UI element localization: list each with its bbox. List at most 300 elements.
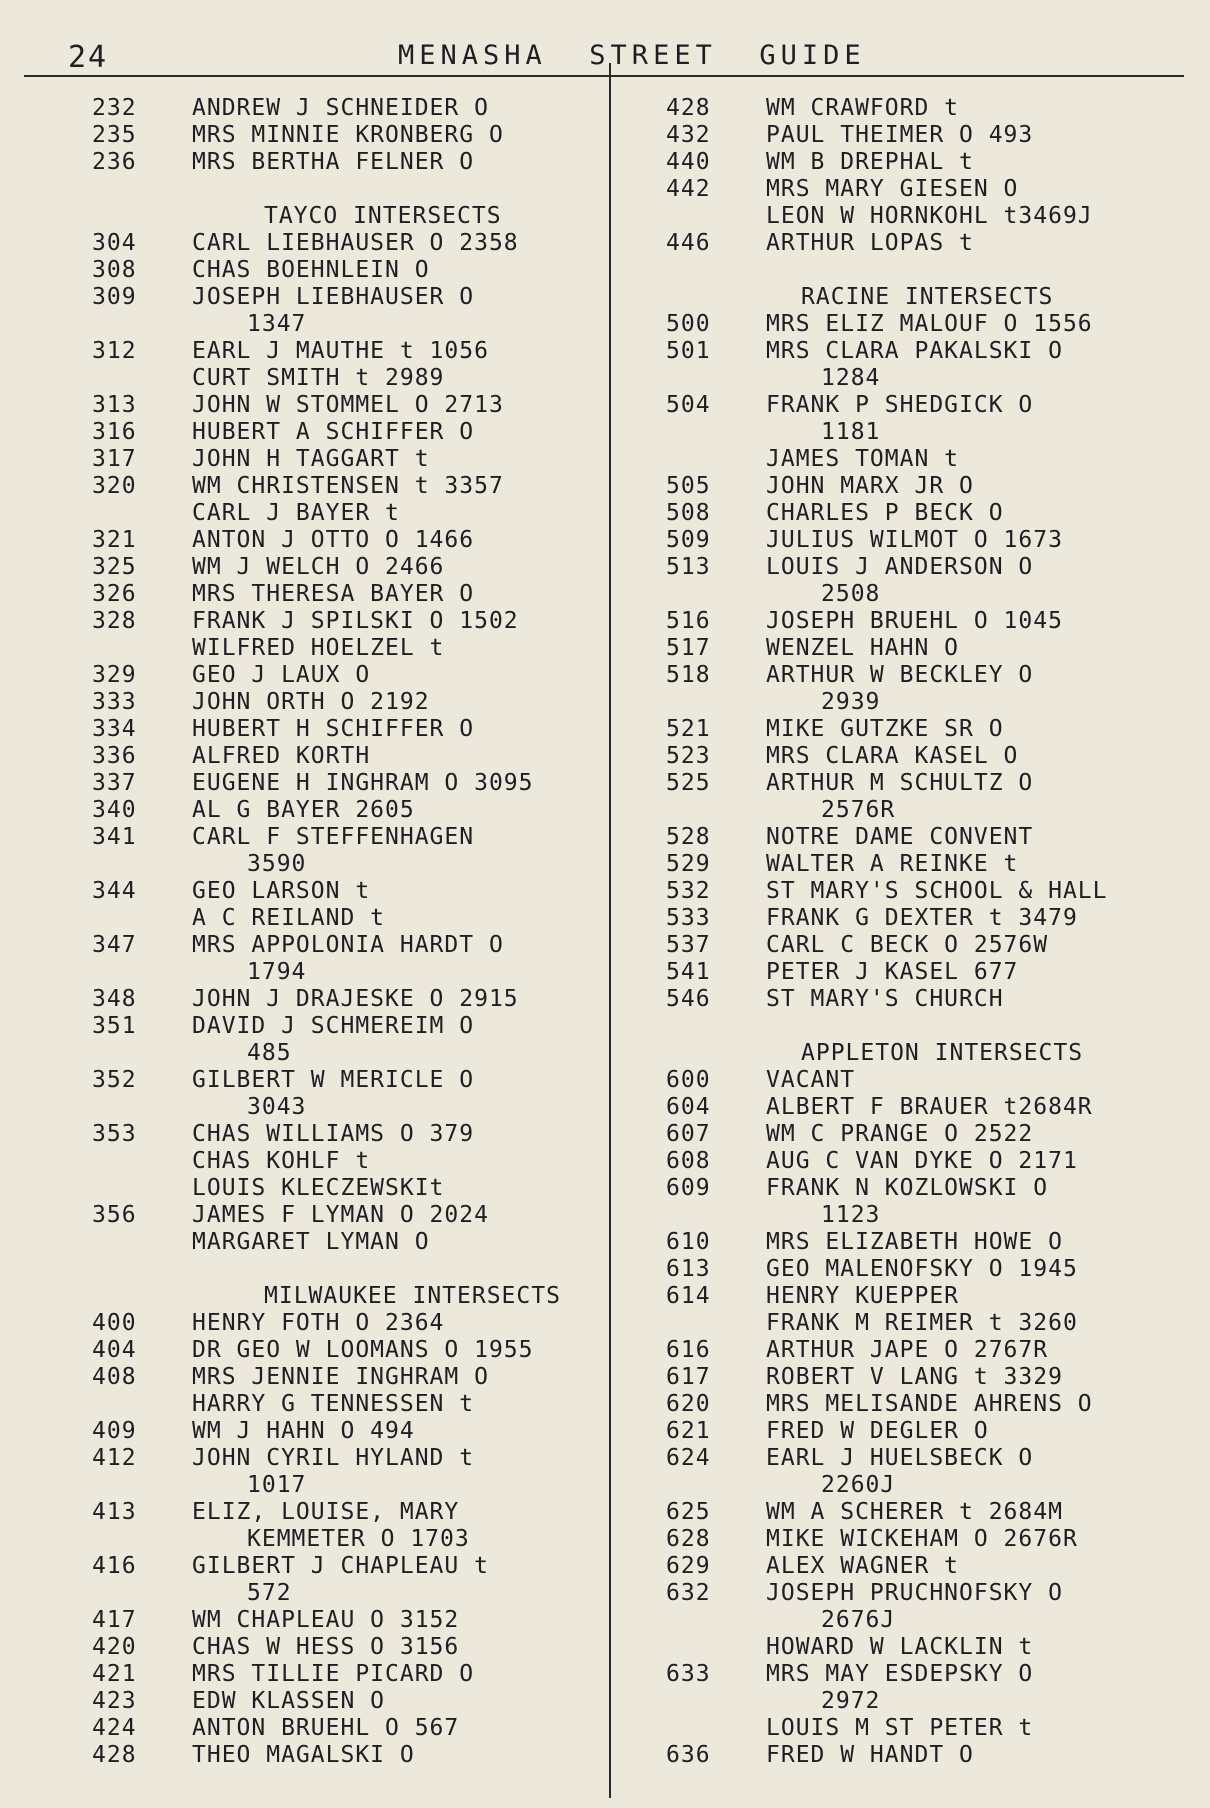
directory-entry bbox=[92, 230, 672, 257]
resident-text: ST MARY'S SCHOOL & HALL bbox=[766, 878, 1108, 904]
resident-text: FRED W DEGLER O bbox=[766, 1418, 989, 1444]
house-number: 607 bbox=[666, 1121, 711, 1147]
heading-text: MILWAUKEE INTERSECTS bbox=[264, 1283, 561, 1309]
house-number: 625 bbox=[666, 1499, 711, 1525]
resident-text: WM A SCHERER t 2684M bbox=[766, 1499, 1063, 1525]
resident-text: ALFRED KORTH bbox=[192, 743, 371, 769]
intersection-heading bbox=[666, 284, 1186, 311]
resident-text: WENZEL HAHN O bbox=[766, 635, 960, 661]
house-number: 423 bbox=[92, 1688, 137, 1714]
directory-entry bbox=[666, 1094, 1186, 1121]
house-number: 400 bbox=[92, 1310, 137, 1336]
house-number: 517 bbox=[666, 635, 711, 661]
house-number: 351 bbox=[92, 1013, 137, 1039]
house-number: 420 bbox=[92, 1634, 137, 1660]
directory-entry bbox=[666, 1175, 1186, 1202]
directory-entry bbox=[92, 743, 672, 770]
directory-entry bbox=[92, 365, 672, 392]
house-number: 518 bbox=[666, 662, 711, 688]
resident-text: FRED W HANDT O bbox=[766, 1742, 974, 1768]
directory-entry bbox=[666, 770, 1186, 797]
directory-entry bbox=[666, 1337, 1186, 1364]
resident-text: ANTON J OTTO O 1466 bbox=[192, 527, 475, 553]
directory-entry bbox=[92, 1418, 672, 1445]
house-number: 528 bbox=[666, 824, 711, 850]
directory-entry bbox=[92, 851, 672, 878]
resident-text: CARL LIEBHAUSER O 2358 bbox=[192, 230, 519, 256]
house-number: 308 bbox=[92, 257, 137, 283]
house-number: 617 bbox=[666, 1364, 711, 1390]
directory-entry bbox=[666, 257, 1186, 284]
resident-text: CHARLES P BECK O bbox=[766, 500, 1004, 526]
house-number: 632 bbox=[666, 1580, 711, 1606]
directory-entry bbox=[92, 581, 672, 608]
directory-entry bbox=[92, 662, 672, 689]
resident-text: WM J WELCH O 2466 bbox=[192, 554, 445, 580]
resident-text: MARGARET LYMAN O bbox=[192, 1229, 430, 1255]
directory-entry bbox=[666, 1364, 1186, 1391]
house-number: 348 bbox=[92, 986, 137, 1012]
house-number: 546 bbox=[666, 986, 711, 1012]
house-number: 446 bbox=[666, 230, 711, 256]
directory-entry bbox=[92, 1067, 672, 1094]
resident-text: MRS THERESA BAYER O bbox=[192, 581, 475, 607]
resident-text: MRS ELIZABETH HOWE O bbox=[766, 1229, 1063, 1255]
house-number: 421 bbox=[92, 1661, 137, 1687]
house-number: 533 bbox=[666, 905, 711, 931]
resident-text: JOSEPH BRUEHL O 1045 bbox=[766, 608, 1063, 634]
directory-entry bbox=[666, 905, 1186, 932]
house-number: 428 bbox=[92, 1742, 137, 1768]
house-number: 629 bbox=[666, 1553, 711, 1579]
house-number: 424 bbox=[92, 1715, 137, 1741]
directory-entry bbox=[92, 1472, 672, 1499]
resident-text: VACANT bbox=[766, 1067, 856, 1093]
directory-entry bbox=[666, 203, 1186, 230]
directory-entry bbox=[92, 635, 672, 662]
resident-text: PETER J KASEL 677 bbox=[766, 959, 1019, 985]
resident-text: JOHN H TAGGART t bbox=[192, 446, 430, 472]
directory-entry bbox=[92, 986, 672, 1013]
house-number: 614 bbox=[666, 1283, 711, 1309]
resident-text: MRS CLARA PAKALSKI O bbox=[766, 338, 1063, 364]
house-number: 409 bbox=[92, 1418, 137, 1444]
directory-entry bbox=[92, 419, 672, 446]
resident-text: AUG C VAN DYKE O 2171 bbox=[766, 1148, 1078, 1174]
house-number: 333 bbox=[92, 689, 137, 715]
directory-entry bbox=[92, 1013, 672, 1040]
directory-entry bbox=[666, 932, 1186, 959]
resident-text: GEO LARSON t bbox=[192, 878, 371, 904]
intersection-heading bbox=[92, 1283, 672, 1310]
resident-text: PAUL THEIMER O 493 bbox=[766, 122, 1034, 148]
intersection-heading bbox=[92, 203, 672, 230]
resident-text: MRS APPOLONIA HARDT O bbox=[192, 932, 504, 958]
directory-entry bbox=[666, 1580, 1186, 1607]
directory-entry bbox=[666, 1310, 1186, 1337]
directory-entry bbox=[666, 1229, 1186, 1256]
directory-entry bbox=[666, 1472, 1186, 1499]
resident-text: WM J HAHN O 494 bbox=[192, 1418, 415, 1444]
house-number: 356 bbox=[92, 1202, 137, 1228]
resident-text: 485 bbox=[247, 1040, 292, 1066]
directory-entry bbox=[666, 1661, 1186, 1688]
house-number: 408 bbox=[92, 1364, 137, 1390]
resident-text: 2939 bbox=[821, 689, 881, 715]
directory-entry bbox=[92, 1040, 672, 1067]
directory-entry bbox=[92, 1715, 672, 1742]
resident-text: JULIUS WILMOT O 1673 bbox=[766, 527, 1063, 553]
directory-entry bbox=[92, 1553, 672, 1580]
resident-text: 1181 bbox=[821, 419, 881, 445]
resident-text: NOTRE DAME CONVENT bbox=[766, 824, 1034, 850]
house-number: 513 bbox=[666, 554, 711, 580]
house-number: 541 bbox=[666, 959, 711, 985]
directory-entry bbox=[666, 797, 1186, 824]
directory-entry bbox=[92, 176, 672, 203]
directory-entry bbox=[666, 986, 1186, 1013]
resident-text: MRS MINNIE KRONBERG O bbox=[192, 122, 504, 148]
directory-entry bbox=[666, 1526, 1186, 1553]
resident-text: FRANK J SPILSKI O 1502 bbox=[192, 608, 519, 634]
resident-text: JOHN J DRAJESKE O 2915 bbox=[192, 986, 519, 1012]
resident-text: GILBERT J CHAPLEAU t bbox=[192, 1553, 489, 1579]
resident-text: MRS CLARA KASEL O bbox=[766, 743, 1019, 769]
house-number: 236 bbox=[92, 149, 137, 175]
directory-entry bbox=[666, 1148, 1186, 1175]
directory-entry bbox=[666, 527, 1186, 554]
house-number: 521 bbox=[666, 716, 711, 742]
directory-entry bbox=[666, 959, 1186, 986]
house-number: 628 bbox=[666, 1526, 711, 1552]
resident-text: 1017 bbox=[247, 1472, 307, 1498]
house-number: 328 bbox=[92, 608, 137, 634]
directory-entry bbox=[92, 1229, 672, 1256]
resident-text: CHAS KOHLF t bbox=[192, 1148, 371, 1174]
directory-entry bbox=[666, 446, 1186, 473]
resident-text: WILFRED HOELZEL t bbox=[192, 635, 445, 661]
house-number: 404 bbox=[92, 1337, 137, 1363]
house-number: 610 bbox=[666, 1229, 711, 1255]
resident-text: CHAS WILLIAMS O 379 bbox=[192, 1121, 475, 1147]
resident-text: JOSEPH LIEBHAUSER O bbox=[192, 284, 475, 310]
directory-entry bbox=[92, 1364, 672, 1391]
heading-text: APPLETON INTERSECTS bbox=[801, 1040, 1084, 1066]
house-number: 620 bbox=[666, 1391, 711, 1417]
house-number: 523 bbox=[666, 743, 711, 769]
house-number: 417 bbox=[92, 1607, 137, 1633]
resident-text: MRS TILLIE PICARD O bbox=[192, 1661, 475, 1687]
house-number: 501 bbox=[666, 338, 711, 364]
resident-text: HARRY G TENNESSEN t bbox=[192, 1391, 475, 1417]
directory-entry bbox=[92, 392, 672, 419]
resident-text: FRANK N KOZLOWSKI O bbox=[766, 1175, 1049, 1201]
resident-text: WM CHRISTENSEN t 3357 bbox=[192, 473, 504, 499]
directory-entry bbox=[92, 905, 672, 932]
directory-entry bbox=[92, 1688, 672, 1715]
resident-text: ANDREW J SCHNEIDER O bbox=[192, 95, 489, 121]
directory-entry bbox=[666, 662, 1186, 689]
directory-entry bbox=[92, 959, 672, 986]
house-number: 440 bbox=[666, 149, 711, 175]
resident-text: DAVID J SCHMEREIM O bbox=[192, 1013, 475, 1039]
directory-entry bbox=[92, 1310, 672, 1337]
resident-text: GILBERT W MERICLE O bbox=[192, 1067, 475, 1093]
directory-entry bbox=[666, 1418, 1186, 1445]
resident-text: GEO MALENOFSKY O 1945 bbox=[766, 1256, 1078, 1282]
resident-text: JAMES TOMAN t bbox=[766, 446, 960, 472]
directory-entry bbox=[92, 1526, 672, 1553]
right-column bbox=[666, 95, 1186, 1769]
directory-entry bbox=[666, 1742, 1186, 1769]
resident-text: MRS ELIZ MALOUF O 1556 bbox=[766, 311, 1093, 337]
house-number: 352 bbox=[92, 1067, 137, 1093]
directory-entry bbox=[92, 1256, 672, 1283]
house-number: 344 bbox=[92, 878, 137, 904]
directory-entry bbox=[666, 122, 1186, 149]
house-number: 633 bbox=[666, 1661, 711, 1687]
house-number: 616 bbox=[666, 1337, 711, 1363]
directory-entry bbox=[666, 1256, 1186, 1283]
resident-text: CHAS W HESS O 3156 bbox=[192, 1634, 460, 1660]
resident-text: MIKE GUTZKE SR O bbox=[766, 716, 1004, 742]
directory-entry bbox=[666, 824, 1186, 851]
resident-text: ELIZ, LOUISE, MARY bbox=[192, 1499, 460, 1525]
house-number: 316 bbox=[92, 419, 137, 445]
house-number: 353 bbox=[92, 1121, 137, 1147]
directory-entry bbox=[666, 743, 1186, 770]
directory-entry bbox=[92, 1094, 672, 1121]
directory-entry bbox=[92, 554, 672, 581]
resident-text: ST MARY'S CHURCH bbox=[766, 986, 1004, 1012]
resident-text: EDW KLASSEN O bbox=[192, 1688, 386, 1714]
directory-entry bbox=[92, 1148, 672, 1175]
resident-text: MRS MAY ESDEPSKY O bbox=[766, 1661, 1034, 1687]
resident-text: JOHN ORTH O 2192 bbox=[192, 689, 430, 715]
house-number: 609 bbox=[666, 1175, 711, 1201]
house-number: 412 bbox=[92, 1445, 137, 1471]
left-column bbox=[92, 95, 672, 1769]
directory-entry bbox=[666, 95, 1186, 122]
resident-text: HENRY FOTH O 2364 bbox=[192, 1310, 445, 1336]
house-number: 235 bbox=[92, 122, 137, 148]
resident-text: MRS BERTHA FELNER O bbox=[192, 149, 475, 175]
house-number: 309 bbox=[92, 284, 137, 310]
resident-text: 2576R bbox=[821, 797, 896, 823]
directory-entry bbox=[92, 608, 672, 635]
directory-entry bbox=[92, 716, 672, 743]
directory-entry bbox=[92, 1499, 672, 1526]
house-number: 326 bbox=[92, 581, 137, 607]
resident-text: FRANK M REIMER t 3260 bbox=[766, 1310, 1078, 1336]
resident-text: ARTHUR JAPE O 2767R bbox=[766, 1337, 1049, 1363]
resident-text: JOSEPH PRUCHNOFSKY O bbox=[766, 1580, 1063, 1606]
page-title: MENASHA STREET GUIDE bbox=[398, 40, 866, 71]
resident-text: KEMMETER O 1703 bbox=[247, 1526, 470, 1552]
directory-entry bbox=[666, 581, 1186, 608]
directory-entry bbox=[666, 1553, 1186, 1580]
house-number: 624 bbox=[666, 1445, 711, 1471]
resident-text: 2260J bbox=[821, 1472, 896, 1498]
resident-text: JAMES F LYMAN O 2024 bbox=[192, 1202, 489, 1228]
intersection-heading bbox=[666, 1040, 1186, 1067]
directory-entry bbox=[666, 1391, 1186, 1418]
directory-entry bbox=[666, 1283, 1186, 1310]
house-number: 317 bbox=[92, 446, 137, 472]
house-number: 532 bbox=[666, 878, 711, 904]
house-number: 525 bbox=[666, 770, 711, 796]
resident-text: MIKE WICKEHAM O 2676R bbox=[766, 1526, 1078, 1552]
resident-text: 1794 bbox=[247, 959, 307, 985]
resident-text: ALBERT F BRAUER t2684R bbox=[766, 1094, 1093, 1120]
resident-text: CARL J BAYER t bbox=[192, 500, 400, 526]
resident-text: THEO MAGALSKI O bbox=[192, 1742, 415, 1768]
house-number: 341 bbox=[92, 824, 137, 850]
resident-text: WM B DREPHAL t bbox=[766, 149, 974, 175]
resident-text: GEO J LAUX O bbox=[192, 662, 371, 688]
directory-entry bbox=[666, 1499, 1186, 1526]
resident-text: LEON W HORNKOHL t3469J bbox=[766, 203, 1093, 229]
directory-entry bbox=[92, 1634, 672, 1661]
house-number: 428 bbox=[666, 95, 711, 121]
resident-text: AL G BAYER 2605 bbox=[192, 797, 415, 823]
resident-text: FRANK G DEXTER t 3479 bbox=[766, 905, 1078, 931]
directory-entry bbox=[666, 851, 1186, 878]
resident-text: 1347 bbox=[247, 311, 307, 337]
directory-entry bbox=[92, 797, 672, 824]
house-number: 504 bbox=[666, 392, 711, 418]
directory-entry bbox=[92, 1661, 672, 1688]
directory-entry bbox=[666, 1121, 1186, 1148]
resident-text: LOUIS J ANDERSON O bbox=[766, 554, 1034, 580]
resident-text: 1284 bbox=[821, 365, 881, 391]
house-number: 413 bbox=[92, 1499, 137, 1525]
directory-entry bbox=[92, 473, 672, 500]
resident-text: CARL C BECK O 2576W bbox=[766, 932, 1049, 958]
house-number: 329 bbox=[92, 662, 137, 688]
directory-entry bbox=[92, 1337, 672, 1364]
resident-text: EUGENE H INGHRAM O 3095 bbox=[192, 770, 534, 796]
directory-entry bbox=[666, 1445, 1186, 1472]
directory-entry bbox=[92, 95, 672, 122]
house-number: 600 bbox=[666, 1067, 711, 1093]
directory-entry bbox=[92, 1742, 672, 1769]
directory-entry bbox=[666, 554, 1186, 581]
resident-text: ARTHUR M SCHULTZ O bbox=[766, 770, 1034, 796]
resident-text: ALEX WAGNER t bbox=[766, 1553, 960, 1579]
directory-entry bbox=[666, 473, 1186, 500]
directory-entry bbox=[92, 932, 672, 959]
house-number: 537 bbox=[666, 932, 711, 958]
house-number: 500 bbox=[666, 311, 711, 337]
directory-entry bbox=[92, 149, 672, 176]
house-number: 604 bbox=[666, 1094, 711, 1120]
directory-entry bbox=[666, 1607, 1186, 1634]
resident-text: WM CRAWFORD t bbox=[766, 95, 960, 121]
directory-entry bbox=[92, 1607, 672, 1634]
directory-entry bbox=[666, 716, 1186, 743]
resident-text: 1123 bbox=[821, 1202, 881, 1228]
directory-entry bbox=[666, 149, 1186, 176]
directory-entry bbox=[92, 284, 672, 311]
resident-text: 572 bbox=[247, 1580, 292, 1606]
directory-entry bbox=[92, 338, 672, 365]
house-number: 516 bbox=[666, 608, 711, 634]
resident-text: DR GEO W LOOMANS O 1955 bbox=[192, 1337, 534, 1363]
resident-text: WM CHAPLEAU O 3152 bbox=[192, 1607, 460, 1633]
directory-entry bbox=[666, 1634, 1186, 1661]
house-number: 336 bbox=[92, 743, 137, 769]
resident-text: HUBERT H SCHIFFER O bbox=[192, 716, 475, 742]
house-number: 320 bbox=[92, 473, 137, 499]
house-number: 325 bbox=[92, 554, 137, 580]
house-number: 636 bbox=[666, 1742, 711, 1768]
resident-text: MRS MARY GIESEN O bbox=[766, 176, 1019, 202]
resident-text: HOWARD W LACKLIN t bbox=[766, 1634, 1034, 1660]
directory-entry bbox=[666, 392, 1186, 419]
directory-entry bbox=[666, 1715, 1186, 1742]
directory-entry bbox=[666, 311, 1186, 338]
directory-entry bbox=[92, 500, 672, 527]
house-number: 347 bbox=[92, 932, 137, 958]
house-number: 613 bbox=[666, 1256, 711, 1282]
resident-text: 3043 bbox=[247, 1094, 307, 1120]
resident-text: MRS MELISANDE AHRENS O bbox=[766, 1391, 1093, 1417]
house-number: 312 bbox=[92, 338, 137, 364]
resident-text: CHAS BOEHNLEIN O bbox=[192, 257, 430, 283]
house-number: 313 bbox=[92, 392, 137, 418]
directory-entry bbox=[666, 635, 1186, 662]
directory-entry bbox=[666, 176, 1186, 203]
directory-entry bbox=[92, 122, 672, 149]
directory-entry bbox=[666, 230, 1186, 257]
directory-entry bbox=[92, 689, 672, 716]
directory-entry bbox=[92, 878, 672, 905]
directory-entry bbox=[666, 1202, 1186, 1229]
resident-text: JOHN W STOMMEL O 2713 bbox=[192, 392, 504, 418]
resident-text: A C REILAND t bbox=[192, 905, 386, 931]
directory-entry bbox=[92, 446, 672, 473]
resident-text: ARTHUR W BECKLEY O bbox=[766, 662, 1034, 688]
directory-entry bbox=[92, 1391, 672, 1418]
resident-text: HENRY KUEPPER bbox=[766, 1283, 960, 1309]
resident-text: ANTON BRUEHL O 567 bbox=[192, 1715, 460, 1741]
house-number: 621 bbox=[666, 1418, 711, 1444]
directory-entry bbox=[666, 419, 1186, 446]
header-rule bbox=[24, 75, 1184, 77]
resident-text: LOUIS M ST PETER t bbox=[766, 1715, 1034, 1741]
house-number: 508 bbox=[666, 500, 711, 526]
resident-text: 2972 bbox=[821, 1688, 881, 1714]
resident-text: JOHN MARX JR O bbox=[766, 473, 974, 499]
page-number: 24 bbox=[68, 40, 109, 75]
resident-text: EARL J HUELSBECK O bbox=[766, 1445, 1034, 1471]
resident-text: LOUIS KLECZEWSKIt bbox=[192, 1175, 445, 1201]
house-number: 505 bbox=[666, 473, 711, 499]
resident-text: MRS JENNIE INGHRAM O bbox=[192, 1364, 489, 1390]
resident-text: 3590 bbox=[247, 851, 307, 877]
directory-entry bbox=[666, 338, 1186, 365]
resident-text: WM C PRANGE O 2522 bbox=[766, 1121, 1034, 1147]
house-number: 304 bbox=[92, 230, 137, 256]
resident-text: CARL F STEFFENHAGEN bbox=[192, 824, 475, 850]
directory-entry bbox=[92, 1202, 672, 1229]
house-number: 340 bbox=[92, 797, 137, 823]
directory-entry bbox=[666, 1688, 1186, 1715]
resident-text: CURT SMITH t 2989 bbox=[192, 365, 445, 391]
resident-text: FRANK P SHEDGICK O bbox=[766, 392, 1034, 418]
house-number: 321 bbox=[92, 527, 137, 553]
